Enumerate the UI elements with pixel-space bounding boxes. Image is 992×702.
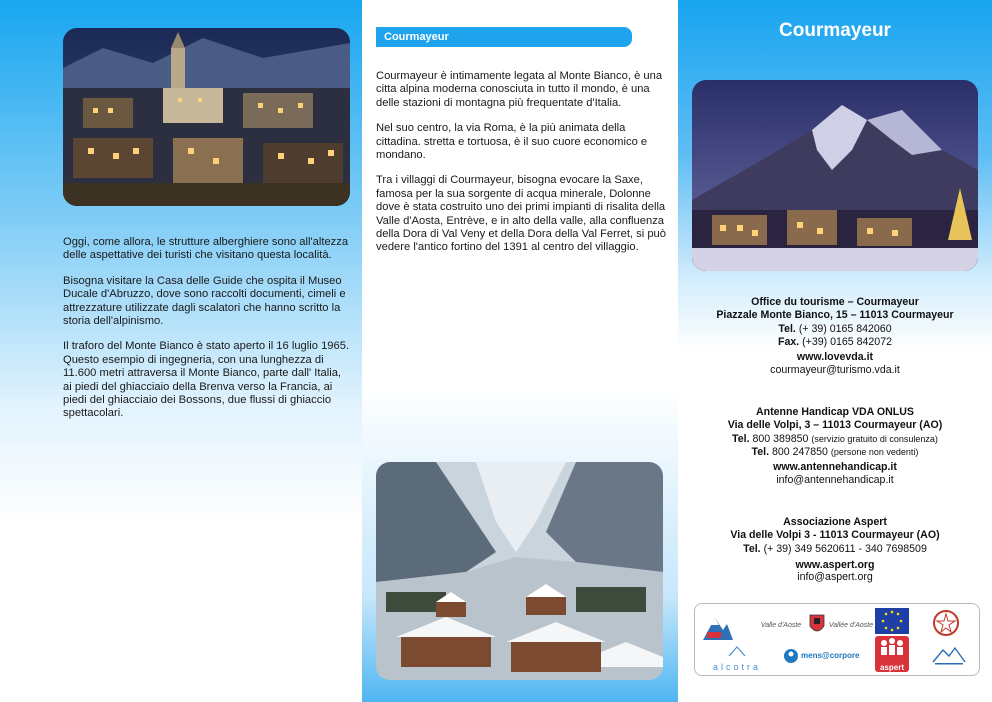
tourism-office-contact [678,296,992,377]
right-title: Courmayeur [779,20,891,41]
right-panel [678,0,992,702]
mountain-association-logo [701,612,735,642]
antenne-email-link[interactable]: info@antennehandicap.it [776,473,894,486]
office-tel: (+ 39) 0165 842060 [795,323,892,336]
left-paragraph-1: Oggi, come allora, le strutture alberghiere sono all'altezza delle aspettative dei turisti che visitano questa località. [63,236,349,262]
aspert-address: Via delle Volpi 3 - 11013 Courmayeur (AO) [730,528,940,541]
mens-corpore-logo: mens@corpore [783,646,857,666]
antenne-tel1-note: (servizio gratuito di consulenza) [811,434,938,445]
aspert-contact [678,516,992,584]
left-text-column [63,236,351,433]
small-mountain-logo [931,644,967,666]
left-panel [0,0,362,702]
section-title-tab: Courmayeur [376,27,632,47]
aspert-web-link[interactable]: www.aspert.org [795,558,875,571]
aspert-tel-label: Tel. [743,543,761,556]
mountain-night-photo [692,80,978,271]
antenne-handicap-contact [678,406,992,487]
aspert-logo: aspert [875,636,909,672]
antenne-tel2: 800 247850 [769,445,831,458]
aspert-tel: (+ 39) 349 5620611 - 340 7698509 [760,543,927,556]
middle-paragraph-1: Courmayeur è intimamente legata al Monte Bianco, è una citta alpina moderna conosciuta in tutto il mondo, è una delle stazioni di montagna più frequentate d'Italia. [376,70,663,109]
office-fax: (+39) 0165 842072 [799,335,892,348]
valle-aosta-region-logo-b: Vallée d'Aoste [828,622,874,629]
italian-republic-emblem-icon [931,608,961,638]
sponsor-logos [694,603,980,676]
coat-of-arms-icon [809,614,825,636]
antenne-address: Via delle Volpi, 3 – 11013 Courmayeur (AO) [727,418,943,431]
valle-aosta-region-logo-a: Valle d'Aoste [760,622,802,629]
antenne-tel2-label: Tel. [751,445,770,458]
alcotra-logo: alcotra [699,644,775,670]
middle-text-column [376,70,666,267]
office-web-link[interactable]: www.lovevda.it [796,351,874,364]
antenne-tel2-note: (persone non vedenti) [830,446,919,457]
antenne-tel1-label: Tel. [732,433,750,446]
antenne-name: Antenne Handicap VDA ONLUS [756,406,914,418]
middle-panel [362,0,678,702]
middle-paragraph-2: Nel suo centro, la via Roma, è la più animata della cittadina. stretta e tortuosa, è il suo cuore economico e mondano. [376,122,648,162]
office-tel-label: Tel. [778,323,796,336]
aspert-name: Associazione Aspert [783,516,887,528]
antenne-web-link[interactable]: www.antennehandicap.it [773,461,897,474]
office-address: Piazzale Monte Bianco, 15 – 11013 Courmayeur [716,308,954,321]
aspert-email-link[interactable]: info@aspert.org [797,571,873,584]
european-union-flag-icon [875,608,909,634]
middle-paragraph-3: Tra i villaggi di Courmayeur, bisogna evocare la Saxe, famosa per la sua sorgente di acqua minerale, Dolonne dove è stata costruito uno dei primi impianti di risalita della Valle d'Aosta, Entrève, e in alto della valle, alla confluenza della Dora di Val Veny et della Dora della Val Ferret, si può vedere l'antico fortino del 1391 al centro del villaggio. [376,174,666,254]
left-paragraph-3: Il traforo del Monte Bianco è stato aperto il 16 luglio 1965. Questo esempio di ingegneria, con una lunghezza di 11.600 metri attraversa il Monte Bianco, parte dall' Italia, ai piedi del ghiacciaio della Brenva verso la Francia, ai piedi del ghiacciaio dei Bossons, due flussi di ghiaccio spettacolari. [63,340,350,420]
courmayeur-night-village-photo [63,28,350,206]
office-name: Office du tourisme – Courmayeur [751,296,919,308]
office-fax-label: Fax. [778,335,800,348]
left-paragraph-2: Bisogna visitare la Casa delle Guide che ospita il Museo Ducale d'Abruzzo, dove sono raccolti documenti, cimeli e attrezzature utilizzate dagli scalatori che hanno scritto la storia dell'alpinismo. [63,274,346,328]
antenne-tel1: 800 389850 [749,433,812,446]
snowy-valley-photo [376,462,663,680]
office-email-link[interactable]: courmayeur@turismo.vda.it [770,363,900,376]
